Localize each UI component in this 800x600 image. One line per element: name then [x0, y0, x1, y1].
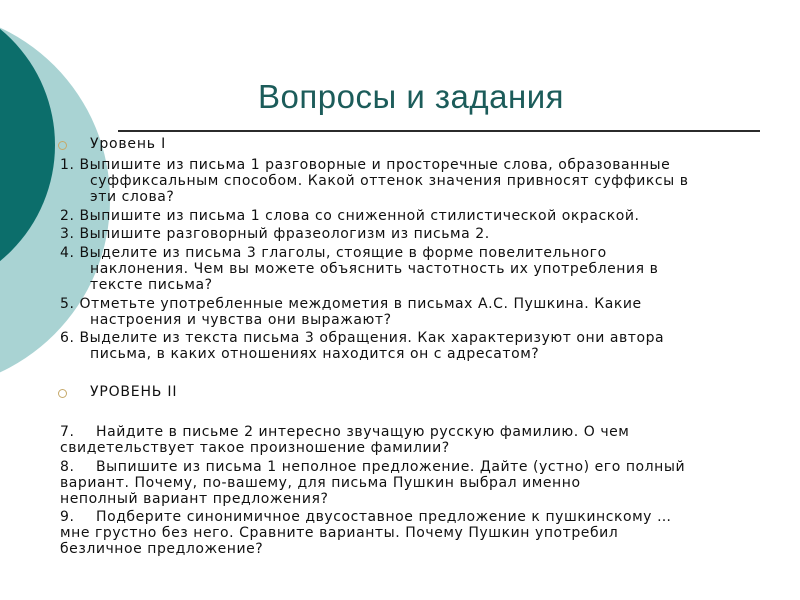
bullet-circle-icon	[58, 389, 67, 398]
task-item-1	[60, 157, 760, 205]
task-line: Выпишите из письма 1 неполное предложение. Дайте (устно) его полный	[96, 459, 686, 475]
task-line: 2. Выпишите из письма 1 слова со сниженной стилистической окраской.	[60, 208, 640, 224]
task-line: свидетельствует такое произношение фамилии?	[60, 440, 450, 456]
task-line: наклонения. Чем вы можете объяснить частотность их употребления в	[90, 261, 659, 277]
slide-title: Вопросы и задания	[258, 78, 565, 115]
task-line: настроения и чувства они выражают?	[90, 312, 392, 328]
task-line: 4. Выделите из письма 3 глаголы, стоящие в форме повелительного	[60, 245, 607, 261]
task-line: письма, в каких отношениях находится он с адресатом?	[90, 346, 540, 362]
task-item-3	[60, 226, 760, 242]
task-line: безличное предложение?	[60, 541, 264, 557]
bullet-circle-icon	[58, 141, 67, 150]
task-line: 6. Выделите из текста письма 3 обращения. Как характеризуют они автора	[60, 330, 665, 346]
task-line: неполный вариант предложения?	[60, 491, 329, 507]
task-item-8	[60, 459, 760, 507]
task-line: Подберите синонимичное двусоставное предложение к пушкинскому …	[96, 509, 672, 525]
task-item-9	[60, 509, 760, 557]
task-number: 8.	[60, 459, 75, 475]
level-2-heading: УРОВЕНЬ II	[90, 384, 178, 400]
level-1-heading: Уровень I	[90, 136, 167, 152]
task-item-5	[60, 296, 760, 328]
task-number: 7.	[60, 424, 75, 440]
task-item-4	[60, 245, 760, 293]
task-line: мне грустно без него. Сравните варианты. Почему Пушкин употребил	[60, 525, 619, 541]
task-line: Найдите в письме 2 интересно звучащую русскую фамилию. О чем	[96, 424, 630, 440]
task-line: 1. Выпишите из письма 1 разговорные и просторечные слова, образованные	[60, 157, 671, 173]
task-line: 3. Выпишите разговорный фразеологизм из письма 2.	[60, 226, 490, 242]
task-line: тексте письма?	[90, 277, 213, 293]
task-number: 9.	[60, 509, 75, 525]
task-item-2	[60, 208, 760, 224]
task-item-6	[60, 330, 760, 362]
task-line: суффиксальным способом. Какой оттенок значения привносят суффиксы в	[90, 173, 689, 189]
title-divider	[118, 130, 760, 132]
task-item-7	[60, 424, 760, 456]
task-line: эти слова?	[90, 189, 175, 205]
task-line: 5. Отметьте употребленные междометия в письмах А.С. Пушкина. Какие	[60, 296, 642, 312]
task-line: вариант. Почему, по-вашему, для письма Пушкин выбрал именно	[60, 475, 581, 491]
